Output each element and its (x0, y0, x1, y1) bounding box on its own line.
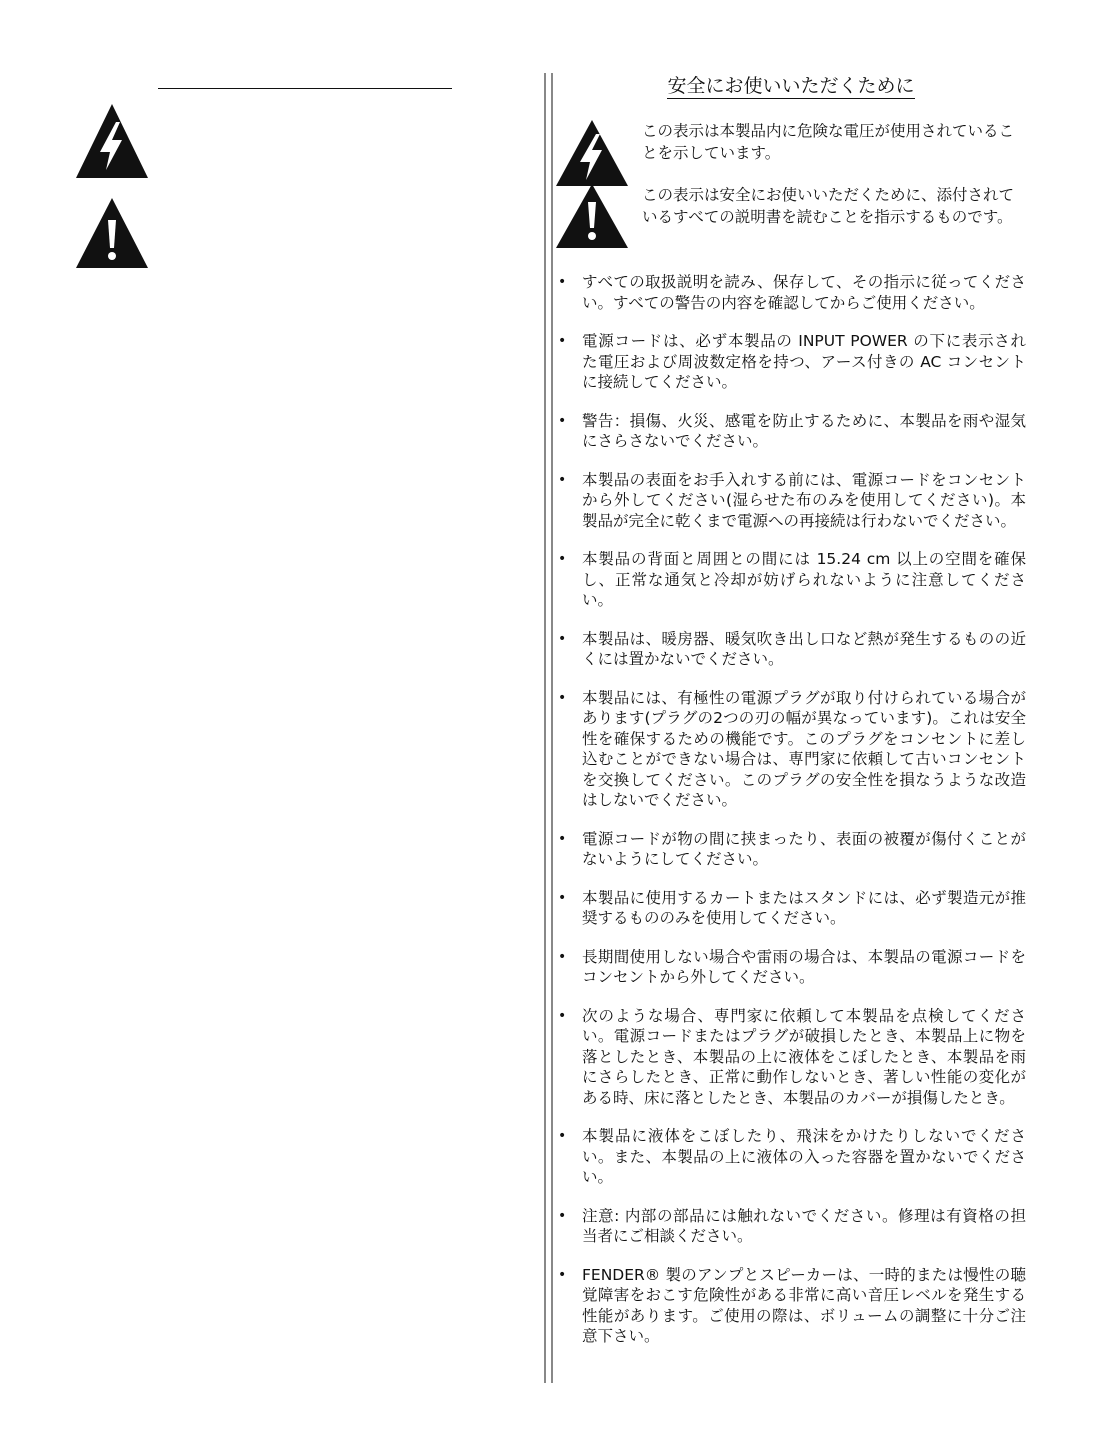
list-item: • 本製品は、暖房器、暖気吹き出し口など熱が発生するものの近くには置かないでください。 (558, 629, 1026, 668)
list-item: • 本製品の背面と周囲との間には 15.24 cm 以上の空間を確保し、正常な通気と冷却が妨げられないように注意してください。 (558, 550, 1026, 609)
page-title: 安全にお使いいただくために (667, 75, 915, 97)
list-item: • 本製品には、有極性の電源プラグが取り付けられている場合があります(プラグの2つの刃の幅が異なっています)。これは安全性を確保するための機能です。このプラグをコンセントに差し込むことができない場合は、専門家に依頼して古いコンセントを交換してください。このプラグの安全性を損なうような改造はしないでください。 (558, 688, 1026, 809)
list-item: • 次のような場合、専門家に依頼して本製品を点検してください。電源コードまたはプラグが破損したとき、本製品上に物を落としたとき、本製品の上に液体をこぼしたとき、本製品を雨にさらしたとき、正常に動作しないとき、著しい性能の変化がある時、床に落としたとき、本製品のカバーが損傷したとき。 (558, 1006, 1026, 1107)
column-divider (544, 73, 553, 1383)
safety-instructions-list (556, 272, 1026, 1365)
lightning-warning-icon (76, 104, 148, 178)
list-item: • 注意: 内部の部品には触れないでください。修理は有資格の担当者にご相談ください。 (558, 1206, 1026, 1245)
list-item: • 電源コードが物の間に挟まったり、表面の被覆が傷付くことがないようにしてください。 (558, 829, 1026, 868)
exclamation-warning-icon (556, 184, 628, 248)
list-item: • 電源コードは、必ず本製品の INPUT POWER の下に表示された電圧および周波数定格を持つ、アース付きの AC コンセントに接続してください。 (558, 332, 1026, 391)
list-item: • FENDER® 製のアンプとスピーカーは、一時的または慢性の聴覚障害をおこす危険性がある非常に高い音圧レベルを発生する性能があります。ご使用の際は、ボリュームの調整に十分ご注意下さい。 (558, 1265, 1026, 1345)
list-item: • 本製品に使用するカートまたはスタンドには、必ず製造元が推奨するもののみを使用してください。 (558, 888, 1026, 927)
list-item: • すべての取扱説明を読み、保存して、その指示に従ってください。すべての警告の内容を確認してからご使用ください。 (558, 273, 1026, 312)
list-item: • 警告：損傷、火災、感電を防止するために、本製品を雨や湿気にさらさないでください。 (558, 411, 1026, 450)
lightning-warning-icon (556, 120, 628, 186)
left-header-rule (158, 88, 452, 89)
exclamation-warning-icon (76, 198, 148, 268)
list-item: • 本製品に液体をこぼしたり、飛沫をかけたりしないでください。また、本製品の上に液体の入った容器を置かないでください。 (558, 1127, 1026, 1186)
warning-read-manual (556, 184, 1026, 250)
warning-voltage-text: この表示は本製品内に危険な電圧が使用されていることを示しています。 (642, 122, 1015, 162)
list-item: • 本製品の表面をお手入れする前には、電源コードをコンセントから外してください(湿らせた布のみを使用してください)。本製品が完全に乾くまで電源への再接続は行わないでください。 (558, 470, 1026, 530)
warning-voltage (556, 120, 1026, 180)
warning-read-manual-text: この表示は安全にお使いいただくために、添付されているすべての説明書を読むことを指示するものです。 (642, 186, 1015, 226)
list-item: • 長期間使用しない場合や雷雨の場合は、本製品の電源コードをコンセントから外してください。 (558, 947, 1026, 986)
